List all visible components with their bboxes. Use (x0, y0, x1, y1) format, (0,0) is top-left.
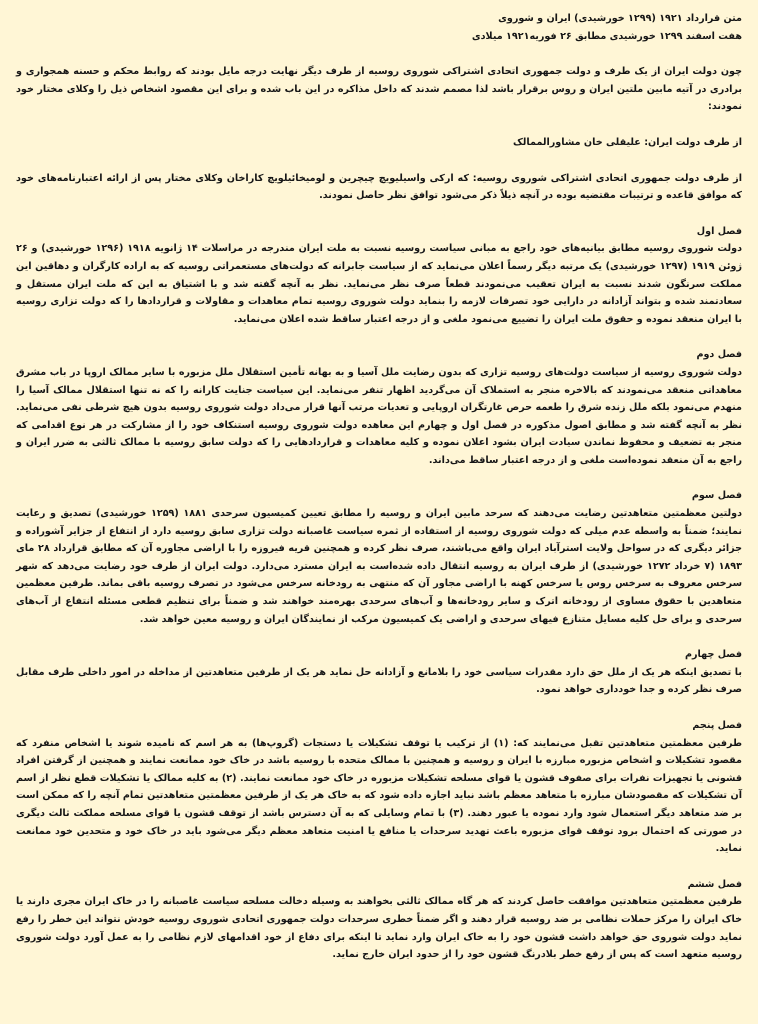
section-1 (16, 223, 742, 329)
document-title: متن قرارداد ۱۹۲۱ (۱۲۹۹ خورشیدی) ایران و شوروی (498, 13, 742, 24)
section-title: فصل اول (696, 225, 742, 237)
section-text: طرفین معظمتین متعاهدتین تقبل می‌نمایند که: (۱) از ترکیب یا توقف تشکیلات یا دستجات (گروپ‌ها) به هر اسم که نامیده شوند یا اشخاص منفرد که مقصود تشکیلات و اشخاص مزبوره مبارزه با ایران و روسیه و همچنین با ممالک متحده با روسیه باشد در خاک خود ممانعت نمایند و همچنین از گرفتن افراد قشونی یا تجهیزات نفرات برای صفوف قشون یا قوای مسلحه تشکیلات مزبوره در خاک خود ممانعت نمایند. (۲) به کلیه ممالک یا تشکیلات قطع نظر از اسم آن تشکیلات که مقصودشان مبارزه با متعاهد معظم باشد نباید اجازه داده شود که به خاک هر یک از طرفین معظمتین متعاهدتین تمام آنچه را که ممکن است بر ضد متعاهد دیگر استعمال شود وارد نموده یا عبور دهند. (۳) با تمام وسایلی که به آن دسترس باشد از توقف قشون یا قوای مسلحه مملکت ثالث دیگری در صورتی که احتمال برود توقف قوای مزبوره باعث تهدید سرحدات یا منافع یا امنیت متعاهد معظم دیگر می‌شود باید در خاک خود و متحدین خود ممانعت نماید. (16, 737, 742, 855)
section-5 (16, 717, 742, 858)
section-title: فصل پنجم (692, 720, 742, 731)
section-text: دولت شوروی روسیه از سیاست دولت‌های روسیه تزاری که بدون رضایت ملل آسیا و به بهانه تأمین استقلال ملل مزبوره با سایر ممالک اروپا در باب مشرق معاهداتی منعقد می‌نمودند که بالاخره منجر به استملاک آن می‌گردید اظهار تنفر می‌نماید. این سیاست جنایت کارانه را که نه تنها استقلال ممالک آسیا را منهدم می‌نمود بلکه ملل زنده شرق را طعمه حرص غارتگران اروپایی و تعدیات مرتب آنها قرار می‌داد دولت شوروی روسیه بدون هیچ شرطی نفی می‌نماید. نظر به آنچه گفته شد و مطابق اصول مذکوره در فصل اول و چهارم این معاهده دولت شوروی روسیه استنکاف خود را از مشارکت در هر نوع اقدامی که منجر به تضعیف و محفوظ نماندن سیادت ایران بشود اعلان نموده و کلیه معاهدات و قراردادهایی را که دولت سابق روسیه با ممالک ثالثی به ضرر ایران و راجع به آن منعقد نموده‌است ملغی و از درجه اعتبار ساقط می‌داند. (16, 366, 742, 466)
section-title: فصل دوم (696, 349, 742, 361)
section-3 (16, 487, 742, 628)
section-text: دولتین معظمتین متعاهدتین رضایت می‌دهند که سرحد مابین ایران و روسیه را مطابق تعیین کمیسیون سرحدی ۱۸۸۱ (۱۲۵۹ خورشیدی) تصدیق و رعایت نمایند؛ ضمناً به واسطه عدم میلی که دولت شوروی روسیه از استفاده از ثمره سیاست غاصبانه دولت تزاری سابق روسیه دارد از انتفاع از جزایر آشوراده و جزائر دیگری که در سواحل ولایت استرآباد ایران واقع می‌باشند، صرف نظر کرده و همچنین قریه فیروزه را با اراضی مجاوره آن که مطابق قرارداد ۲۸ مای ۱۸۹۳ (۷ خرداد ۱۲۷۲ خورشیدی) از طرف ایران به روسیه انتقال داده شده‌است به ایران مسترد می‌دارد. دولت ایران از طرف خود رضایت می‌دهد که شهر سرخس معروف به سرخس روس یا سرخس کهنه با اراضی مجاور آن که منتهی به رودخانه سرخس می‌شود در تصرف روسیه باقی بماند. طرفین معظمین متعاهدین با حقوق مساوی از رودخانه اترک و سایر رودخانه‌ها و آب‌های سرحدی بهره‌مند خواهند شد و ضمناً برای تنظیم قطعی مسئله انتفاع از آب‌های سرحدی و برای حل کلیه مسایل متنازع فیهای سرحدی و اراضی یک کمیسیون مرکب از نمایندگان ایران و روسیه معین خواهد شد. (16, 508, 742, 625)
section-2 (16, 346, 742, 469)
section-text: با تصدیق اینکه هر یک از ملل حق دارد مقدرات سیاسی خود را بلامانع و آزادانه حل نماید هر یک از طرفین متعاهدتین از مداخله در امور داخلی طرف مقابل صرف نظر کرده و جدا خودداری خواهد نمود. (16, 666, 742, 696)
section-4 (16, 646, 742, 699)
soviet-representatives: از طرف دولت جمهوری اتحادی اشتراکی شوروی روسیه: که ارکی واسیلیویچ چیچرین و لومیخائیلویچ کاراخان وکلای مختار پس از ارائه اعتبارنامه‌های خود که موافق قاعده و ترتیبات مقتضیه بوده در آنچه ذیلاً ذکر می‌شود توافق نظر حاصل نمودند. (16, 172, 742, 202)
section-title: فصل سوم (691, 490, 742, 502)
intro-paragraph: چون دولت ایران از یک طرف و دولت جمهوری اتحادی اشتراکی شوروی روسیه از طرف دیگر نهایت درجه مایل بودند که روابط محکم و حسنه همجواری و برادری در آتیه مابین ملتین ایران و روس برقرار باشد لذا مصمم شدند که داخل مذاکره در این باب شده و برای این مقصود اشخاص ذیل را وکلای مختار خود نمودند: (16, 66, 742, 113)
iran-representative: از طرف دولت ایران: علیقلی خان مشاورالممالک (512, 136, 742, 148)
section-text: دولت شوروی روسیه مطابق بیانیه‌های خود راجع به مبانی سیاست روسیه نسبت به ملت ایران مندرجه در مراسلات ۱۴ ژانویه ۱۹۱۸ (۱۲۹۶ خورشیدی) و ۲۶ ژوئن ۱۹۱۹ (۱۲۹۷ خورشیدی) یک مرتبه دیگر رسماً اعلان می‌نماید که از سیاست جابرانه که دولت‌های مستعمراتی روسیه که به اراده کارگران و دهاقین این مملکت سرنگون شدند نسبت به ایران تعقیب می‌نمودند قطعاً صرف نظر می‌نماید. نظر به آنچه گفته شد و با اشتیاق به این که ملت ایران مستقل و سعادتمند شده و بتواند آزادانه در دارایی خود تصرفات لازمه را بنماید دولت شوروی روسیه تمام معاهدات و مقاولات و قراردادها را که دولت تزاری روسیه با ایران منعقد نموده و حقوق ملت ایران را تضییع می‌نمود ملغی و از درجه اعتبار ساقط شده اعلان می‌نماید. (16, 243, 743, 325)
section-title: فصل چهارم (684, 649, 742, 661)
section-title: فصل ششم (687, 878, 742, 890)
section-6 (16, 876, 742, 964)
section-text: طرفین معظمتین متعاهدتین موافقت حاصل کردند که هر گاه ممالک ثالثی بخواهند به وسیله دخالت مسلحه سیاست غاصبانه را در خاک ایران مجری دارند یا خاک ایران را مرکز حملات نظامی بر ضد روسیه قرار دهند و اگر ضمناً خطری سرحدات دولت جمهوری اتحادی شوروی روسیه خودش نتواند این خطر را رفع نماید دولت شوروی حق خواهد داشت قشون خود را به خاک ایران وارد نماید تا اینکه برای دفاع از خود اقدامهای لازم نظامی را به عمل آورد دولت شوروی روسیه متعهد است که پس از رفع خطر بلادرنگ قشون خود را از حدود ایران خارج نماید. (16, 896, 742, 961)
document-date: هفت اسفند ۱۲۹۹ خورشیدی مطابق ۲۶ فوریه۱۹۲۱ میلادی (471, 30, 742, 42)
